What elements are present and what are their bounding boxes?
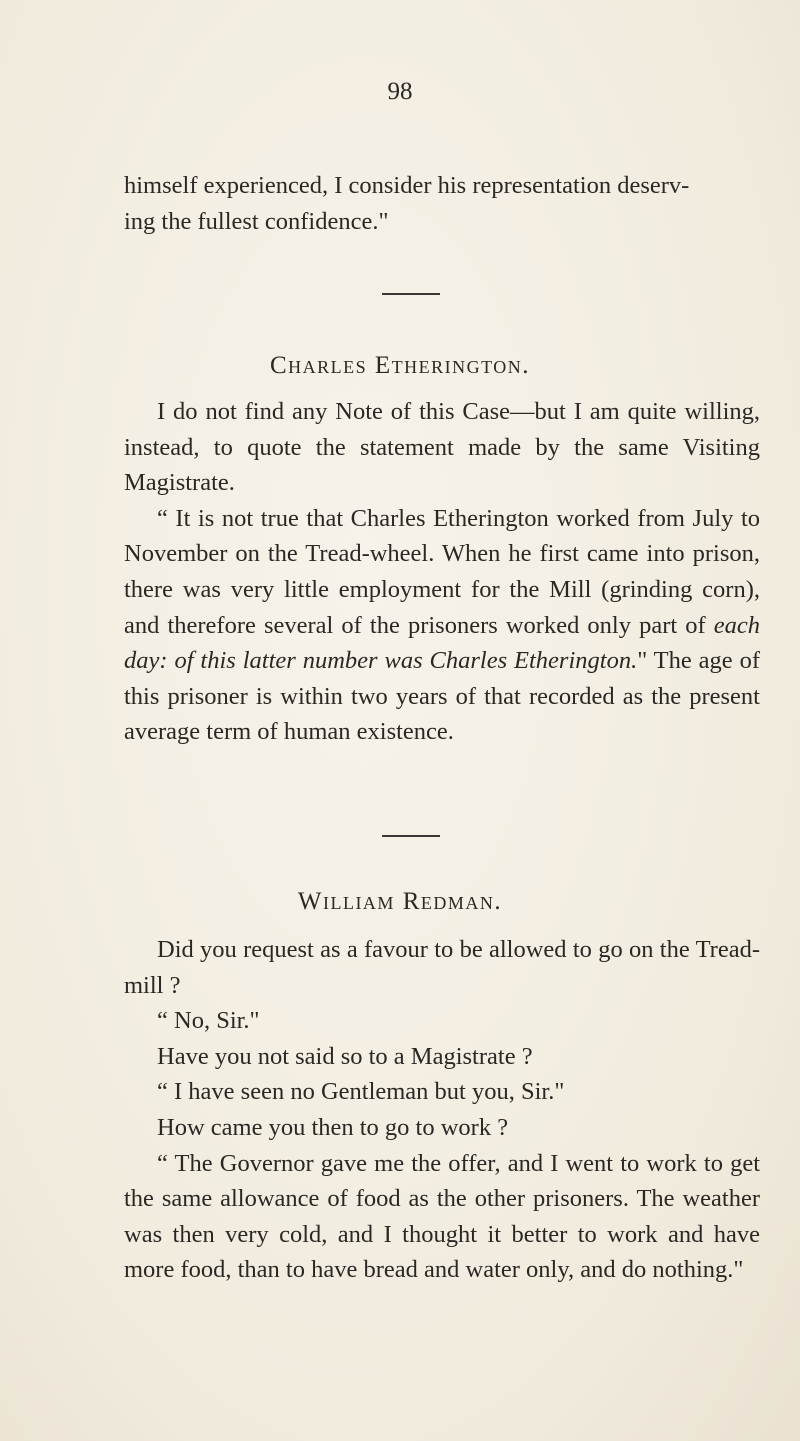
paragraph: I do not find any Note of this Case—but I am quite willing, instead, to quote the statement made by the same Visiting Magistrate.	[124, 398, 760, 497]
answer: “ The Governor gave me the offer, and I went to work to get the same allowance of food as the other prisoners. The weather was then very cold, and I thought it better to work and have more food, than to have bread and water only, and do nothing."	[124, 1149, 760, 1284]
opening-line-2: ing the fullest confidence."	[124, 207, 389, 235]
italic-quote-text: each day: of this latter number was Charles Etherington.	[124, 611, 760, 675]
heading-text: Charles Etherington.	[269, 352, 531, 379]
question: Did you request as a favour to be allowed to go on the Tread-mill ?	[124, 936, 760, 999]
opening-paragraph	[124, 168, 760, 239]
question: How came you then to go to work ?	[157, 1113, 509, 1141]
section-divider	[382, 293, 440, 295]
section-divider	[382, 835, 440, 837]
quote-text: “ It is not true that Charles Etherington worked from July to November on the Tread-wheel. When he first came into prison, there was very little employment for the Mill (grinding corn), and therefore several of the prisoners worked only part of	[124, 504, 760, 639]
section-heading-etherington	[0, 352, 800, 380]
quote-text-end: " The age of this prisoner is within two years of that recorded as the present average term of human existence.	[124, 647, 760, 746]
answer: “ No, Sir."	[157, 1007, 260, 1035]
redman-section	[124, 932, 760, 1288]
answer: “ I have seen no Gentleman but you, Sir."	[157, 1078, 565, 1106]
page-number: 98	[387, 78, 413, 105]
section-heading-redman	[0, 888, 800, 916]
opening-line-1: himself experienced, I consider his representation deserv-	[124, 172, 690, 199]
question: Have you not said so to a Magistrate ?	[157, 1042, 533, 1070]
quoted-paragraph	[124, 501, 760, 750]
etherington-section	[124, 394, 760, 750]
heading-text: William Redman.	[297, 888, 503, 915]
